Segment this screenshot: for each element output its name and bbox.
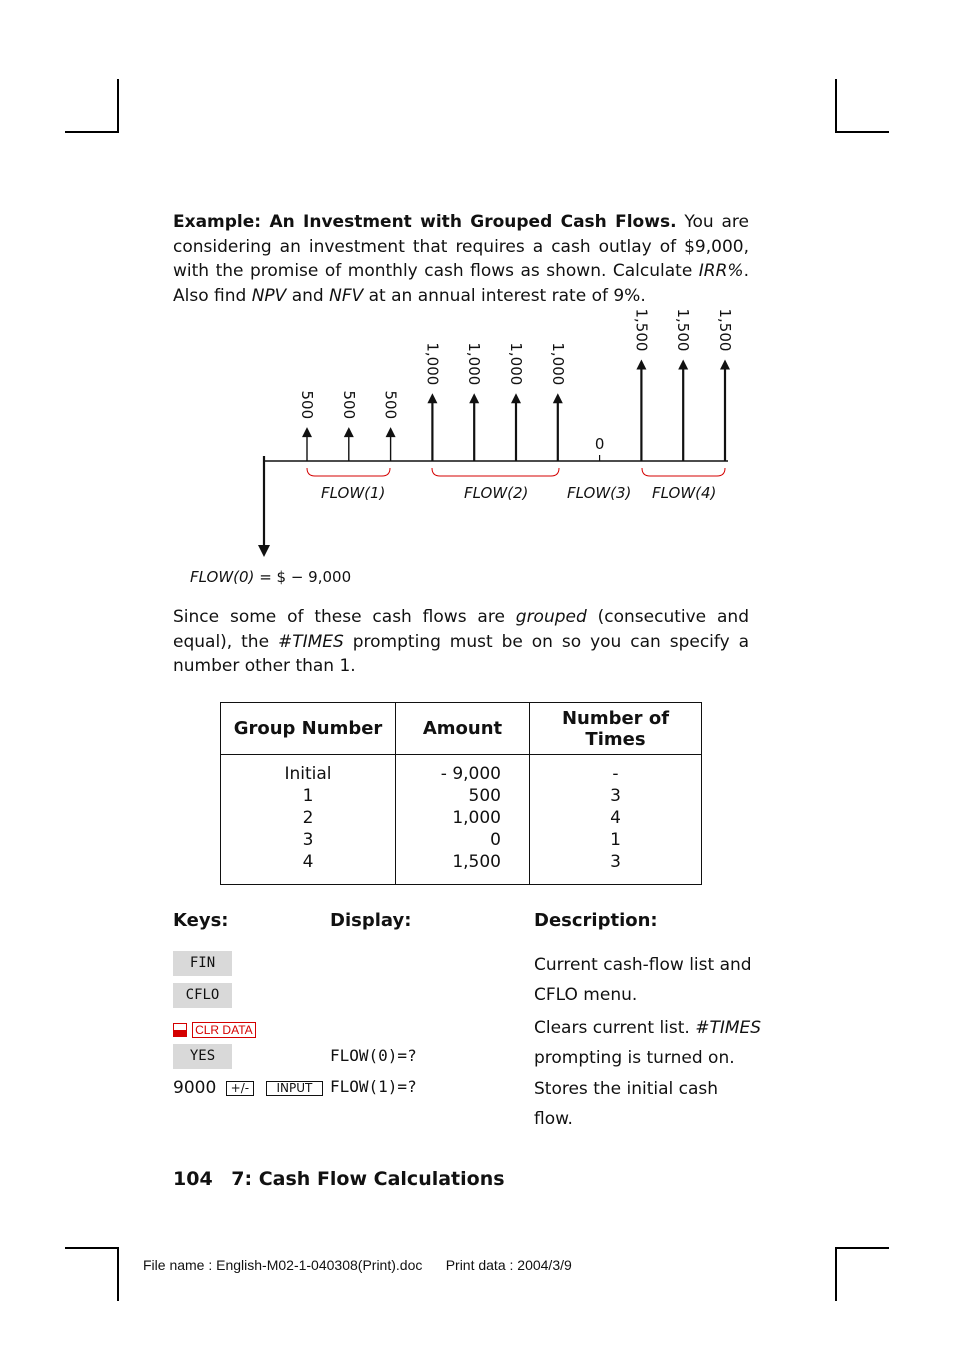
input-key[interactable]: INPUT [266, 1081, 324, 1096]
flow-value-label: 1,500 [674, 308, 693, 352]
flow-value-label: 0 [594, 435, 605, 453]
crop-mark-bottom-right-h [835, 1247, 889, 1249]
shift-key-icon[interactable] [173, 1023, 187, 1037]
times-value: - [612, 764, 619, 784]
example-text-2: . Also find [173, 261, 749, 306]
page-footer-title [173, 1168, 505, 1190]
flow-arrowhead [553, 393, 563, 403]
flow-arrowhead [720, 359, 730, 369]
initial-outflow-arrowhead [258, 545, 270, 557]
times-value: 3 [610, 852, 621, 872]
amount-value: 1,500 [452, 852, 501, 872]
flow-1-label: FLOW(1) [321, 484, 386, 502]
times-cell [530, 755, 702, 885]
flow-value-label: 1,500 [632, 308, 651, 352]
group-number-value: 3 [302, 830, 314, 850]
group-number-value: Initial [284, 764, 332, 784]
times-value: 3 [610, 786, 621, 806]
grouped-text-1: Since some of these cash flows are [173, 607, 516, 627]
group-number-cell [221, 755, 396, 885]
group-brace-4 [642, 468, 725, 476]
flow-arrows [298, 308, 734, 461]
group-number-value: 4 [302, 852, 314, 872]
amount-value: 0 [490, 830, 501, 850]
example-text-3: and [286, 285, 330, 306]
flow-4-label: FLOW(4) [652, 484, 717, 502]
yes-key[interactable]: YES [173, 1044, 232, 1069]
amount-value: 500 [468, 786, 501, 806]
flow-arrowhead [636, 359, 646, 369]
times-value: 4 [610, 808, 621, 828]
example-title: Example: An Investment with Grouped Cash Flows. [173, 212, 677, 232]
clear-data-keystroke [173, 1019, 256, 1037]
flow-arrowhead [511, 393, 521, 403]
initial-flow-value: = $ − 9,000 [254, 568, 352, 586]
group-number-value: 2 [302, 808, 314, 828]
irr-term: IRR% [698, 261, 744, 281]
store-initial-keystrokes [173, 1077, 323, 1099]
flow-value-label: 1,000 [548, 342, 567, 386]
npv-term: NPV [251, 285, 287, 306]
flow-2-label: FLOW(2) [464, 484, 529, 502]
chapter-title: 7: Cash Flow Calculations [231, 1168, 505, 1190]
initial-flow-caption [190, 568, 351, 586]
flow-value-label: 500 [381, 390, 400, 420]
description-times-term: #TIMES [695, 1018, 762, 1038]
flow-value-label: 1,000 [507, 342, 525, 386]
page-number: 104 [173, 1168, 213, 1190]
grouped-text-2: (consecutive and equal), the [173, 607, 749, 652]
display-flow-0: FLOW(0)=? [330, 1046, 417, 1065]
print-file-info: File name : English-M02-1-040308(Print).doc Print data : 2004/3/9 [143, 1257, 572, 1273]
crop-mark-bottom-left-h [65, 1247, 119, 1249]
flow-arrowhead [386, 427, 396, 437]
flow-arrowhead [469, 393, 479, 403]
description-header: Description: [534, 910, 658, 931]
fin-key[interactable]: FIN [173, 951, 232, 976]
flow-3-label: FLOW(3) [567, 484, 632, 502]
table-header-row [221, 703, 702, 755]
display-flow-1: FLOW(1)=? [330, 1077, 417, 1096]
amount-value: - 9,000 [440, 764, 501, 784]
cash-flow-diagram [0, 0, 954, 620]
flow-arrowhead [678, 359, 688, 369]
flow-value-label: 500 [298, 390, 316, 420]
description-store-line-2: flow. [534, 1109, 573, 1129]
grouped-paragraph [173, 605, 749, 679]
header-number-of-times: Number of Times [530, 703, 702, 755]
nfv-term: NFV [329, 285, 364, 306]
description-clear-text: Clears current list. [534, 1018, 696, 1038]
description-store-line-1: Stores the initial cash [534, 1079, 719, 1099]
example-text-4: at an annual interest rate of 9%. [363, 285, 646, 306]
change-sign-key[interactable]: +/- [226, 1081, 254, 1096]
flow-arrowhead [344, 427, 354, 437]
description-clear-line-1 [534, 1017, 761, 1039]
description-clear-line-2: prompting is turned on. [534, 1048, 735, 1068]
description-cflo-line-1: Current cash-flow list and [534, 955, 752, 975]
example-text-1: You are considering an investment that requires a cash outlay of $9,000, with the promise of monthly cash flows as shown. Calculate [173, 212, 749, 281]
description-cflo-line-2: CFLO menu. [534, 985, 638, 1005]
cflo-key[interactable]: CFLO [173, 983, 232, 1008]
flow-value-label: 500 [339, 390, 358, 420]
group-brace-2 [432, 468, 559, 476]
group-number-value: 1 [302, 786, 314, 806]
flow-value-label: 1,000 [423, 342, 442, 386]
amount-value: 1,000 [452, 808, 501, 828]
clear-data-key[interactable]: CLR DATA [192, 1022, 256, 1038]
flow-arrowhead [302, 427, 312, 437]
display-header: Display: [330, 910, 412, 931]
header-group-number: Group Number [221, 703, 396, 755]
flow-arrowhead [427, 393, 437, 403]
amount-entry: 9000 [173, 1078, 217, 1098]
group-brace-1 [307, 468, 390, 476]
flow-value-label: 1,000 [465, 342, 484, 386]
times-value: 1 [610, 830, 621, 850]
grouped-text-3: prompting must be on so you can specify a number other than 1. [173, 631, 749, 676]
flow-value-label: 1,500 [716, 308, 734, 352]
cash-flow-groups-table [220, 702, 702, 885]
header-amount: Amount [396, 703, 530, 755]
crop-mark-bottom-left-v [117, 1247, 119, 1301]
table-row [221, 755, 702, 885]
grouped-term: grouped [515, 607, 587, 627]
initial-flow-label: FLOW(0) [190, 568, 255, 586]
amount-cell [396, 755, 530, 885]
keys-header: Keys: [173, 910, 229, 931]
times-term: #TIMES [277, 631, 344, 652]
crop-mark-bottom-right-v [835, 1247, 837, 1301]
